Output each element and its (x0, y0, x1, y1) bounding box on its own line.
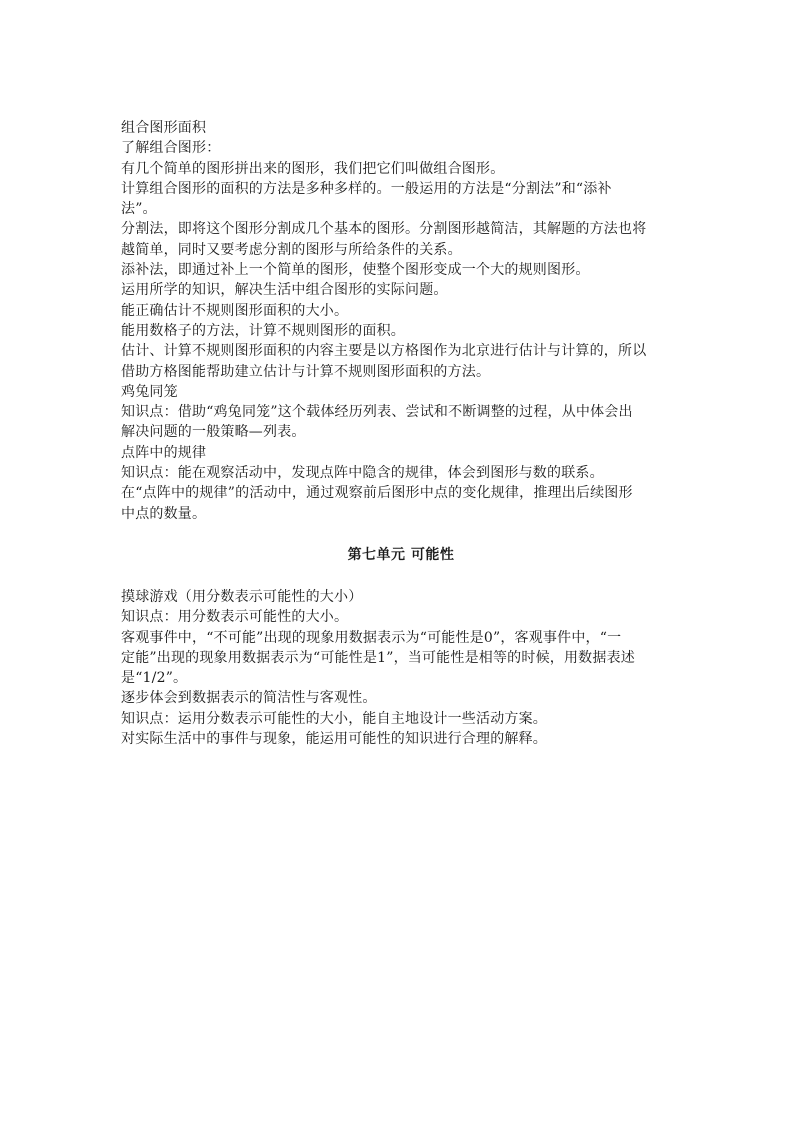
paragraph-line: 对实际生活中的事件与现象，能运用可能性的知识进行合理的解释。 (121, 731, 547, 748)
paragraph-line: 鸡兔同笼 (121, 383, 178, 400)
paragraph-line: 有几个简单的图形拼出来的图形，我们把它们叫做组合图形。 (121, 160, 505, 177)
paragraph-line: 估计、计算不规则图形面积的内容主要是以方格图作为北京进行估计与计算的，所以 (121, 343, 647, 360)
document-page (121, 118, 681, 749)
section-area-of-composite-figures (121, 118, 681, 524)
paragraph-line: 中点的数量。 (121, 505, 207, 522)
section-probability (121, 587, 681, 749)
paragraph-line: 越简单，同时又要考虑分割的图形与所给条件的关系。 (121, 241, 462, 258)
paragraph-line: 添补法，即通过补上一个简单的图形，使整个图形变成一个大的规则图形。 (121, 262, 590, 279)
paragraph-line: 组合图形面积 (121, 120, 207, 136)
paragraph-line: 知识点：能在观察活动中，发现点阵中隐含的规律，体会到图形与数的联系。 (121, 465, 604, 482)
paragraph-line: 解决问题的一般策略—列表。 (121, 424, 306, 441)
paragraph-line: 运用所学的知识，解决生活中组合图形的实际问题。 (121, 282, 448, 299)
paragraph-line: 借助方格图能帮助建立估计与计算不规则图形面积的方法。 (121, 363, 491, 380)
unit-heading: 第七单元 可能性 (347, 546, 455, 563)
paragraph-line: 能正确估计不规则图形面积的大小。 (121, 302, 349, 319)
paragraph-line: 知识点：借助“鸡兔同笼”这个载体经历列表、尝试和不断调整的过程，从中体会出 (121, 404, 633, 421)
paragraph-line: 计算组合图形的面积的方法是多种多样的。一般运用的方法是“分割法”和“添补 (121, 180, 612, 197)
paragraph-line: 分割法，即将这个图形分割成几个基本的图形。分割图形越简洁，其解题的方法也将 (121, 221, 647, 238)
paragraph-line: 知识点：用分数表示可能性的大小。 (121, 609, 349, 626)
paragraph-line: 法”。 (121, 201, 157, 218)
paragraph-line: 逐步体会到数据表示的简洁性与客观性。 (121, 690, 377, 707)
paragraph-line: 点阵中的规律 (121, 444, 207, 461)
paragraph-line: 在“点阵中的规律”的活动中，通过观察前后图形中点的变化规律，推理出后续图形 (121, 485, 633, 502)
paragraph-line: 能用数格子的方法，计算不规则图形的面积。 (121, 322, 405, 339)
paragraph-line: 知识点：运用分数表示可能性的大小，能自主地设计一些活动方案。 (121, 710, 547, 727)
paragraph-line: 定能”出现的现象用数据表示为“可能性是1”，当可能性是相等的时候，用数据表述 (121, 649, 635, 666)
paragraph-line: 客观事件中，“不可能”出现的现象用数据表示为“可能性是0”，客观事件中，“一 (121, 629, 622, 646)
paragraph-line: 摸球游戏（用分数表示可能性的大小） (121, 588, 363, 605)
paragraph-line: 是“1/2”。 (121, 670, 188, 687)
paragraph-line: 了解组合图形： (121, 140, 221, 157)
